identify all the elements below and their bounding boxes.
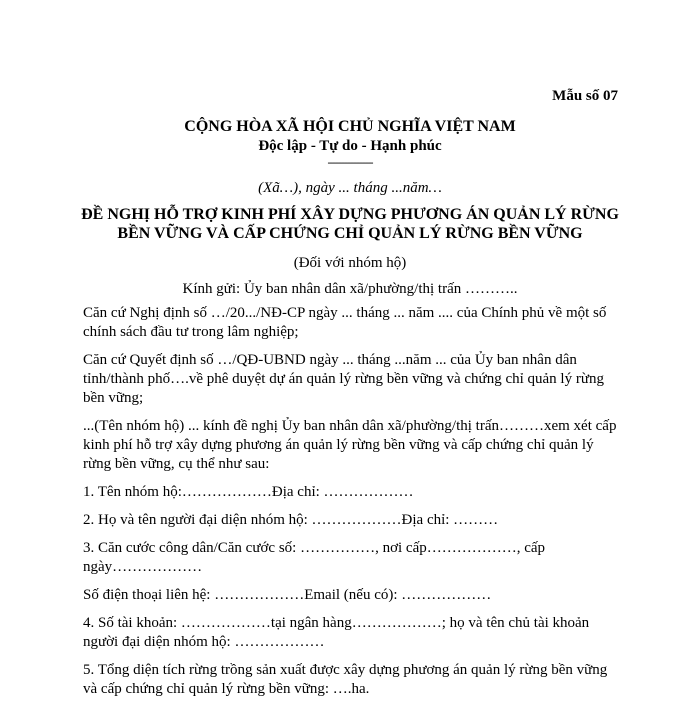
field-representative: 2. Họ và tên người đại diện nhóm hộ: ………………Địa chỉ: ……… — [83, 512, 499, 528]
form-number: Mẫu số 07 — [552, 88, 618, 104]
field-group-name: 1. Tên nhóm hộ:………………Địa chỉ: ……………… — [83, 484, 414, 500]
legal-basis-decision: Căn cứ Quyết định số …/QĐ-UBND ngày ... tháng ...năm ... của Ủy ban nhân dân tỉnh/thành phố….về phê duyệt dự án quản lý rừng bền vững và chứng chỉ quản lý rừng bền vững; — [83, 352, 604, 406]
legal-basis-decree: Căn cứ Nghị định số …/20.../NĐ-CP ngày ... tháng ... năm .... của Chính phủ về một số chính sách đầu tư trong lâm nghiệp; — [83, 305, 607, 340]
place-date: (Xã…), ngày ... tháng ...năm… — [258, 180, 442, 196]
field-bank-account: 4. Số tài khoản: ………………tại ngân hàng………………; họ và tên chủ tài khoản người đại diện nhóm hộ: ……………… — [83, 615, 590, 650]
document-title: ĐỀ NGHỊ HỖ TRỢ KINH PHÍ XÂY DỰNG PHƯƠNG ÁN QUẢN LÝ RỪNG BỀN VỮNG VÀ CẤP CHỨNG CHỈ QUẢN LÝ RỪNG BỀN VỮNG — [81, 206, 619, 242]
header-rule: --------------- — [327, 155, 373, 169]
addressee-line: Kính gửi: Ủy ban nhân dân xã/phường/thị trấn ……….. — [182, 281, 518, 297]
field-forest-area: 5. Tổng diện tích rừng trồng sản xuất được xây dựng phương án quản lý rừng bền vững và cấp chứng chỉ quản lý rừng bền vững: ….ha. — [83, 662, 608, 697]
field-id-card: 3. Căn cước công dân/Căn cước số: ……………, nơi cấp………………, cấp ngày……………… — [83, 540, 546, 575]
document-body — [83, 304, 623, 708]
field-phone-email: Số điện thoại liên hệ: ………………Email (nếu có): ……………… — [83, 587, 492, 603]
document-subtitle: (Đối với nhóm hộ) — [293, 255, 407, 271]
national-motto: Độc lập - Tự do - Hạnh phúc — [258, 138, 442, 154]
national-header — [0, 117, 700, 168]
country-name: CỘNG HÒA XÃ HỘI CHỦ NGHĨA VIỆT NAM — [184, 118, 516, 135]
request-statement: ...(Tên nhóm hộ) ... kính đề nghị Ủy ban nhân dân xã/phường/thị trấn………xem xét cấp kinh phí hỗ trợ xây dựng phương án quản lý rừng bền vững và cấp chứng chỉ quản lý rừng bền vững, cụ thể như sau: — [83, 418, 617, 472]
